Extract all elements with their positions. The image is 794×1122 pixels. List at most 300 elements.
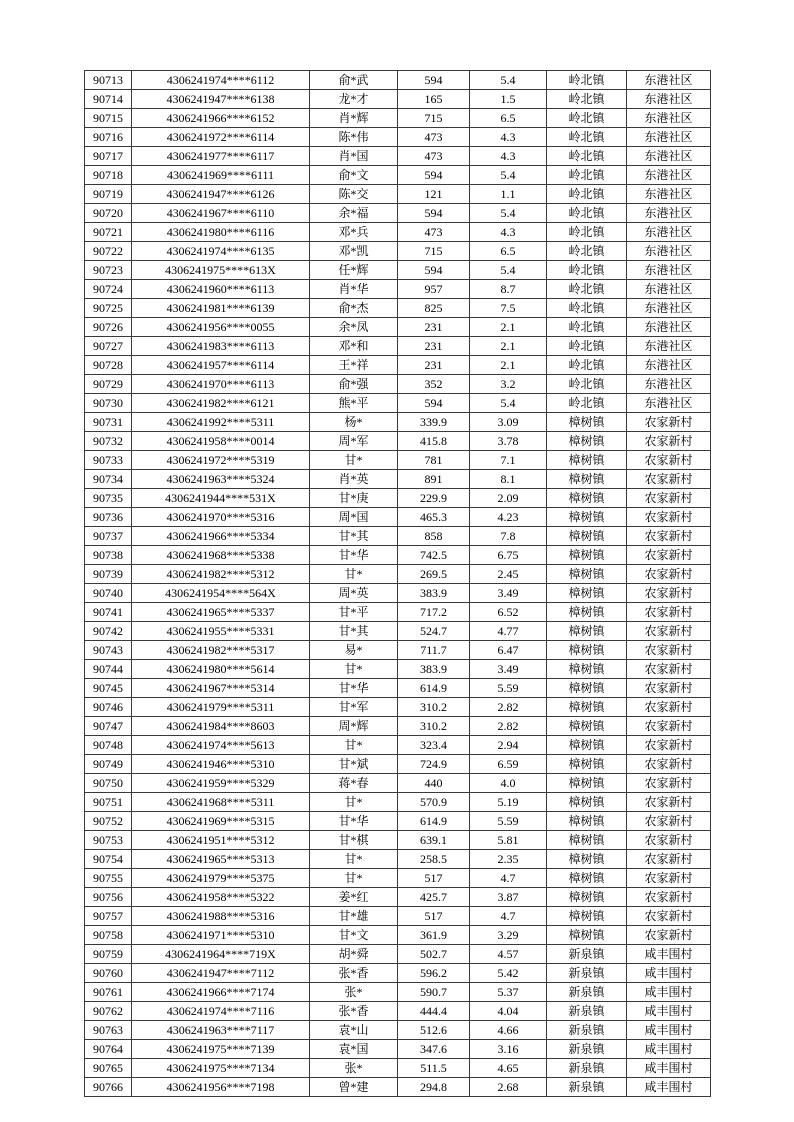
table-row bbox=[85, 527, 711, 546]
cell-seq: 90749 bbox=[85, 755, 132, 774]
table-row bbox=[85, 660, 711, 679]
table-row bbox=[85, 185, 711, 204]
cell-name: 甘*斌 bbox=[310, 755, 398, 774]
cell-id_number: 4306241964****719X bbox=[132, 945, 310, 964]
table-row bbox=[85, 489, 711, 508]
cell-id_number: 4306241972****6114 bbox=[132, 128, 310, 147]
cell-town: 岭北镇 bbox=[547, 318, 627, 337]
cell-rate: 3.49 bbox=[470, 584, 547, 603]
cell-town: 樟树镇 bbox=[547, 812, 627, 831]
cell-town: 樟树镇 bbox=[547, 641, 627, 660]
cell-village: 东港社区 bbox=[627, 147, 711, 166]
cell-rate: 5.4 bbox=[470, 204, 547, 223]
cell-village: 咸丰围村 bbox=[627, 1078, 711, 1097]
cell-name: 甘*华 bbox=[310, 679, 398, 698]
cell-seq: 90713 bbox=[85, 71, 132, 90]
cell-amount: 352 bbox=[398, 375, 470, 394]
cell-town: 樟树镇 bbox=[547, 413, 627, 432]
table-row bbox=[85, 223, 711, 242]
cell-rate: 4.0 bbox=[470, 774, 547, 793]
cell-amount: 639.1 bbox=[398, 831, 470, 850]
cell-amount: 742.5 bbox=[398, 546, 470, 565]
cell-town: 樟树镇 bbox=[547, 584, 627, 603]
cell-rate: 2.82 bbox=[470, 717, 547, 736]
cell-amount: 594 bbox=[398, 394, 470, 413]
cell-seq: 90759 bbox=[85, 945, 132, 964]
cell-rate: 2.68 bbox=[470, 1078, 547, 1097]
cell-amount: 517 bbox=[398, 869, 470, 888]
cell-seq: 90761 bbox=[85, 983, 132, 1002]
cell-amount: 614.9 bbox=[398, 812, 470, 831]
cell-rate: 8.7 bbox=[470, 280, 547, 299]
cell-rate: 3.16 bbox=[470, 1040, 547, 1059]
cell-seq: 90719 bbox=[85, 185, 132, 204]
cell-seq: 90760 bbox=[85, 964, 132, 983]
cell-rate: 6.52 bbox=[470, 603, 547, 622]
cell-id_number: 4306241958****5322 bbox=[132, 888, 310, 907]
cell-name: 张*香 bbox=[310, 1002, 398, 1021]
cell-seq: 90733 bbox=[85, 451, 132, 470]
cell-id_number: 4306241988****5316 bbox=[132, 907, 310, 926]
cell-village: 东港社区 bbox=[627, 394, 711, 413]
table-row bbox=[85, 508, 711, 527]
cell-amount: 231 bbox=[398, 356, 470, 375]
table-row bbox=[85, 242, 711, 261]
cell-id_number: 4306241947****7112 bbox=[132, 964, 310, 983]
cell-village: 农家新村 bbox=[627, 413, 711, 432]
cell-village: 农家新村 bbox=[627, 584, 711, 603]
cell-village: 农家新村 bbox=[627, 850, 711, 869]
cell-rate: 4.7 bbox=[470, 869, 547, 888]
cell-seq: 90744 bbox=[85, 660, 132, 679]
table-row bbox=[85, 299, 711, 318]
table-row bbox=[85, 318, 711, 337]
cell-id_number: 4306241958****0014 bbox=[132, 432, 310, 451]
table-row bbox=[85, 698, 711, 717]
cell-seq: 90726 bbox=[85, 318, 132, 337]
cell-town: 新泉镇 bbox=[547, 945, 627, 964]
cell-id_number: 4306241967****6110 bbox=[132, 204, 310, 223]
cell-amount: 715 bbox=[398, 109, 470, 128]
cell-rate: 5.59 bbox=[470, 812, 547, 831]
cell-village: 农家新村 bbox=[627, 679, 711, 698]
cell-rate: 5.19 bbox=[470, 793, 547, 812]
cell-village: 农家新村 bbox=[627, 793, 711, 812]
cell-amount: 269.5 bbox=[398, 565, 470, 584]
cell-rate: 2.1 bbox=[470, 337, 547, 356]
cell-village: 农家新村 bbox=[627, 603, 711, 622]
table-row bbox=[85, 71, 711, 90]
cell-name: 甘* bbox=[310, 850, 398, 869]
cell-seq: 90715 bbox=[85, 109, 132, 128]
table-row bbox=[85, 546, 711, 565]
cell-seq: 90714 bbox=[85, 90, 132, 109]
cell-id_number: 4306241975****613X bbox=[132, 261, 310, 280]
cell-seq: 90763 bbox=[85, 1021, 132, 1040]
cell-amount: 440 bbox=[398, 774, 470, 793]
cell-id_number: 4306241947****6138 bbox=[132, 90, 310, 109]
cell-amount: 323.4 bbox=[398, 736, 470, 755]
table-row bbox=[85, 774, 711, 793]
table-row bbox=[85, 1002, 711, 1021]
cell-village: 农家新村 bbox=[627, 736, 711, 755]
cell-amount: 517 bbox=[398, 907, 470, 926]
cell-village: 农家新村 bbox=[627, 489, 711, 508]
cell-town: 樟树镇 bbox=[547, 508, 627, 527]
cell-amount: 858 bbox=[398, 527, 470, 546]
cell-village: 东港社区 bbox=[627, 356, 711, 375]
cell-seq: 90735 bbox=[85, 489, 132, 508]
cell-seq: 90716 bbox=[85, 128, 132, 147]
cell-village: 农家新村 bbox=[627, 812, 711, 831]
cell-town: 樟树镇 bbox=[547, 432, 627, 451]
cell-amount: 511.5 bbox=[398, 1059, 470, 1078]
cell-amount: 339.9 bbox=[398, 413, 470, 432]
cell-name: 甘*平 bbox=[310, 603, 398, 622]
cell-id_number: 4306241975****7139 bbox=[132, 1040, 310, 1059]
cell-seq: 90747 bbox=[85, 717, 132, 736]
cell-name: 甘* bbox=[310, 869, 398, 888]
cell-name: 周*军 bbox=[310, 432, 398, 451]
cell-village: 农家新村 bbox=[627, 660, 711, 679]
cell-name: 肖*英 bbox=[310, 470, 398, 489]
cell-name: 胡*舜 bbox=[310, 945, 398, 964]
cell-name: 熊*平 bbox=[310, 394, 398, 413]
cell-name: 周*英 bbox=[310, 584, 398, 603]
cell-seq: 90723 bbox=[85, 261, 132, 280]
cell-name: 龙*才 bbox=[310, 90, 398, 109]
cell-village: 咸丰围村 bbox=[627, 1002, 711, 1021]
cell-amount: 590.7 bbox=[398, 983, 470, 1002]
benefit-table bbox=[84, 70, 711, 1097]
cell-name: 俞*文 bbox=[310, 166, 398, 185]
cell-seq: 90752 bbox=[85, 812, 132, 831]
cell-village: 东港社区 bbox=[627, 223, 711, 242]
cell-town: 岭北镇 bbox=[547, 394, 627, 413]
cell-amount: 473 bbox=[398, 128, 470, 147]
cell-name: 甘*棋 bbox=[310, 831, 398, 850]
cell-rate: 7.1 bbox=[470, 451, 547, 470]
cell-id_number: 4306241966****5334 bbox=[132, 527, 310, 546]
cell-seq: 90734 bbox=[85, 470, 132, 489]
cell-amount: 512.6 bbox=[398, 1021, 470, 1040]
cell-seq: 90720 bbox=[85, 204, 132, 223]
cell-amount: 724.9 bbox=[398, 755, 470, 774]
cell-rate: 4.3 bbox=[470, 147, 547, 166]
table-row bbox=[85, 831, 711, 850]
cell-town: 樟树镇 bbox=[547, 451, 627, 470]
cell-name: 甘* bbox=[310, 736, 398, 755]
cell-seq: 90718 bbox=[85, 166, 132, 185]
cell-id_number: 4306241983****6113 bbox=[132, 337, 310, 356]
cell-id_number: 4306241970****6113 bbox=[132, 375, 310, 394]
cell-village: 东港社区 bbox=[627, 90, 711, 109]
cell-id_number: 4306241966****6152 bbox=[132, 109, 310, 128]
cell-village: 咸丰围村 bbox=[627, 983, 711, 1002]
cell-rate: 3.09 bbox=[470, 413, 547, 432]
cell-town: 樟树镇 bbox=[547, 888, 627, 907]
cell-name: 邓*凯 bbox=[310, 242, 398, 261]
cell-amount: 425.7 bbox=[398, 888, 470, 907]
cell-rate: 2.1 bbox=[470, 318, 547, 337]
cell-rate: 3.78 bbox=[470, 432, 547, 451]
cell-id_number: 4306241980****6116 bbox=[132, 223, 310, 242]
cell-village: 农家新村 bbox=[627, 508, 711, 527]
table-row bbox=[85, 793, 711, 812]
cell-amount: 502.7 bbox=[398, 945, 470, 964]
cell-id_number: 4306241968****5311 bbox=[132, 793, 310, 812]
cell-name: 甘* bbox=[310, 793, 398, 812]
cell-id_number: 4306241974****6112 bbox=[132, 71, 310, 90]
cell-id_number: 4306241992****5311 bbox=[132, 413, 310, 432]
cell-village: 农家新村 bbox=[627, 470, 711, 489]
cell-amount: 594 bbox=[398, 71, 470, 90]
table-row bbox=[85, 983, 711, 1002]
cell-town: 樟树镇 bbox=[547, 850, 627, 869]
cell-town: 樟树镇 bbox=[547, 774, 627, 793]
table-row bbox=[85, 470, 711, 489]
cell-village: 农家新村 bbox=[627, 698, 711, 717]
table-row bbox=[85, 945, 711, 964]
cell-name: 王*祥 bbox=[310, 356, 398, 375]
cell-village: 东港社区 bbox=[627, 318, 711, 337]
cell-town: 岭北镇 bbox=[547, 71, 627, 90]
cell-village: 东港社区 bbox=[627, 261, 711, 280]
cell-rate: 1.5 bbox=[470, 90, 547, 109]
cell-town: 新泉镇 bbox=[547, 964, 627, 983]
cell-name: 肖*华 bbox=[310, 280, 398, 299]
cell-name: 甘*庚 bbox=[310, 489, 398, 508]
cell-town: 樟树镇 bbox=[547, 793, 627, 812]
cell-village: 农家新村 bbox=[627, 451, 711, 470]
cell-id_number: 4306241966****7174 bbox=[132, 983, 310, 1002]
table-row bbox=[85, 90, 711, 109]
cell-id_number: 4306241981****6139 bbox=[132, 299, 310, 318]
cell-rate: 7.5 bbox=[470, 299, 547, 318]
cell-seq: 90753 bbox=[85, 831, 132, 850]
cell-amount: 570.9 bbox=[398, 793, 470, 812]
cell-village: 东港社区 bbox=[627, 375, 711, 394]
cell-id_number: 4306241974****7116 bbox=[132, 1002, 310, 1021]
cell-seq: 90739 bbox=[85, 565, 132, 584]
cell-seq: 90731 bbox=[85, 413, 132, 432]
cell-seq: 90765 bbox=[85, 1059, 132, 1078]
cell-name: 曾*建 bbox=[310, 1078, 398, 1097]
cell-village: 农家新村 bbox=[627, 641, 711, 660]
cell-name: 张* bbox=[310, 1059, 398, 1078]
cell-town: 岭北镇 bbox=[547, 147, 627, 166]
cell-town: 新泉镇 bbox=[547, 1078, 627, 1097]
table-row bbox=[85, 565, 711, 584]
cell-id_number: 4306241977****6117 bbox=[132, 147, 310, 166]
cell-name: 任*辉 bbox=[310, 261, 398, 280]
table-row bbox=[85, 850, 711, 869]
cell-id_number: 4306241982****5317 bbox=[132, 641, 310, 660]
cell-id_number: 4306241957****6114 bbox=[132, 356, 310, 375]
cell-village: 咸丰围村 bbox=[627, 964, 711, 983]
cell-village: 农家新村 bbox=[627, 755, 711, 774]
cell-town: 樟树镇 bbox=[547, 831, 627, 850]
cell-amount: 415.8 bbox=[398, 432, 470, 451]
table-row bbox=[85, 432, 711, 451]
cell-town: 岭北镇 bbox=[547, 242, 627, 261]
table-row bbox=[85, 717, 711, 736]
cell-town: 岭北镇 bbox=[547, 375, 627, 394]
cell-name: 余*凤 bbox=[310, 318, 398, 337]
cell-town: 岭北镇 bbox=[547, 299, 627, 318]
cell-town: 岭北镇 bbox=[547, 356, 627, 375]
cell-name: 袁*国 bbox=[310, 1040, 398, 1059]
cell-rate: 6.47 bbox=[470, 641, 547, 660]
cell-amount: 594 bbox=[398, 204, 470, 223]
cell-amount: 231 bbox=[398, 318, 470, 337]
cell-town: 樟树镇 bbox=[547, 603, 627, 622]
cell-village: 东港社区 bbox=[627, 71, 711, 90]
cell-village: 东港社区 bbox=[627, 299, 711, 318]
cell-rate: 4.23 bbox=[470, 508, 547, 527]
cell-village: 农家新村 bbox=[627, 831, 711, 850]
cell-town: 樟树镇 bbox=[547, 470, 627, 489]
cell-amount: 715 bbox=[398, 242, 470, 261]
cell-name: 甘*军 bbox=[310, 698, 398, 717]
cell-rate: 6.59 bbox=[470, 755, 547, 774]
cell-village: 农家新村 bbox=[627, 774, 711, 793]
cell-village: 农家新村 bbox=[627, 869, 711, 888]
cell-name: 易* bbox=[310, 641, 398, 660]
table-row bbox=[85, 926, 711, 945]
cell-id_number: 4306241963****7117 bbox=[132, 1021, 310, 1040]
cell-name: 陈*伟 bbox=[310, 128, 398, 147]
cell-rate: 3.29 bbox=[470, 926, 547, 945]
cell-village: 东港社区 bbox=[627, 185, 711, 204]
cell-town: 樟树镇 bbox=[547, 736, 627, 755]
cell-name: 甘*华 bbox=[310, 812, 398, 831]
cell-amount: 165 bbox=[398, 90, 470, 109]
cell-village: 农家新村 bbox=[627, 565, 711, 584]
cell-amount: 294.8 bbox=[398, 1078, 470, 1097]
cell-id_number: 4306241979****5375 bbox=[132, 869, 310, 888]
cell-amount: 717.2 bbox=[398, 603, 470, 622]
table-row bbox=[85, 109, 711, 128]
cell-rate: 4.3 bbox=[470, 223, 547, 242]
cell-name: 陈*交 bbox=[310, 185, 398, 204]
cell-id_number: 4306241982****6121 bbox=[132, 394, 310, 413]
cell-seq: 90766 bbox=[85, 1078, 132, 1097]
cell-town: 樟树镇 bbox=[547, 755, 627, 774]
cell-name: 甘*文 bbox=[310, 926, 398, 945]
cell-id_number: 4306241956****7198 bbox=[132, 1078, 310, 1097]
cell-town: 樟树镇 bbox=[547, 527, 627, 546]
cell-amount: 231 bbox=[398, 337, 470, 356]
cell-village: 东港社区 bbox=[627, 166, 711, 185]
cell-rate: 6.5 bbox=[470, 109, 547, 128]
cell-amount: 383.9 bbox=[398, 584, 470, 603]
cell-seq: 90745 bbox=[85, 679, 132, 698]
cell-village: 咸丰围村 bbox=[627, 1040, 711, 1059]
cell-amount: 347.6 bbox=[398, 1040, 470, 1059]
cell-id_number: 4306241959****5329 bbox=[132, 774, 310, 793]
cell-town: 樟树镇 bbox=[547, 907, 627, 926]
cell-name: 甘* bbox=[310, 451, 398, 470]
cell-town: 新泉镇 bbox=[547, 1002, 627, 1021]
table-row bbox=[85, 280, 711, 299]
cell-seq: 90722 bbox=[85, 242, 132, 261]
cell-rate: 2.45 bbox=[470, 565, 547, 584]
cell-name: 邓*兵 bbox=[310, 223, 398, 242]
cell-name: 杨* bbox=[310, 413, 398, 432]
cell-village: 农家新村 bbox=[627, 622, 711, 641]
cell-town: 新泉镇 bbox=[547, 1059, 627, 1078]
cell-seq: 90717 bbox=[85, 147, 132, 166]
cell-id_number: 4306241975****7134 bbox=[132, 1059, 310, 1078]
cell-amount: 711.7 bbox=[398, 641, 470, 660]
table-row bbox=[85, 736, 711, 755]
cell-name: 张* bbox=[310, 983, 398, 1002]
cell-seq: 90740 bbox=[85, 584, 132, 603]
cell-name: 姜*红 bbox=[310, 888, 398, 907]
cell-id_number: 4306241972****5319 bbox=[132, 451, 310, 470]
cell-name: 甘*华 bbox=[310, 546, 398, 565]
cell-rate: 2.82 bbox=[470, 698, 547, 717]
cell-rate: 5.37 bbox=[470, 983, 547, 1002]
table-row bbox=[85, 603, 711, 622]
cell-id_number: 4306241970****5316 bbox=[132, 508, 310, 527]
cell-rate: 4.57 bbox=[470, 945, 547, 964]
cell-seq: 90756 bbox=[85, 888, 132, 907]
cell-rate: 5.4 bbox=[470, 71, 547, 90]
table-row bbox=[85, 413, 711, 432]
table-row bbox=[85, 375, 711, 394]
cell-id_number: 4306241969****6111 bbox=[132, 166, 310, 185]
cell-amount: 957 bbox=[398, 280, 470, 299]
cell-rate: 4.65 bbox=[470, 1059, 547, 1078]
cell-name: 邓*和 bbox=[310, 337, 398, 356]
cell-amount: 614.9 bbox=[398, 679, 470, 698]
cell-town: 岭北镇 bbox=[547, 166, 627, 185]
cell-amount: 310.2 bbox=[398, 698, 470, 717]
cell-seq: 90729 bbox=[85, 375, 132, 394]
cell-amount: 444.4 bbox=[398, 1002, 470, 1021]
cell-seq: 90742 bbox=[85, 622, 132, 641]
cell-seq: 90727 bbox=[85, 337, 132, 356]
cell-town: 樟树镇 bbox=[547, 546, 627, 565]
cell-town: 樟树镇 bbox=[547, 926, 627, 945]
cell-seq: 90724 bbox=[85, 280, 132, 299]
cell-rate: 4.66 bbox=[470, 1021, 547, 1040]
cell-seq: 90755 bbox=[85, 869, 132, 888]
cell-rate: 2.35 bbox=[470, 850, 547, 869]
cell-seq: 90721 bbox=[85, 223, 132, 242]
cell-seq: 90764 bbox=[85, 1040, 132, 1059]
cell-seq: 90757 bbox=[85, 907, 132, 926]
cell-id_number: 4306241974****5613 bbox=[132, 736, 310, 755]
cell-village: 农家新村 bbox=[627, 717, 711, 736]
cell-id_number: 4306241971****5310 bbox=[132, 926, 310, 945]
cell-name: 俞*杰 bbox=[310, 299, 398, 318]
cell-amount: 229.9 bbox=[398, 489, 470, 508]
cell-name: 余*福 bbox=[310, 204, 398, 223]
cell-name: 俞*强 bbox=[310, 375, 398, 394]
cell-rate: 4.7 bbox=[470, 907, 547, 926]
cell-town: 岭北镇 bbox=[547, 337, 627, 356]
cell-id_number: 4306241955****5331 bbox=[132, 622, 310, 641]
cell-village: 东港社区 bbox=[627, 204, 711, 223]
table-row bbox=[85, 451, 711, 470]
cell-amount: 121 bbox=[398, 185, 470, 204]
table-row bbox=[85, 584, 711, 603]
cell-name: 肖*辉 bbox=[310, 109, 398, 128]
cell-id_number: 4306241968****5338 bbox=[132, 546, 310, 565]
